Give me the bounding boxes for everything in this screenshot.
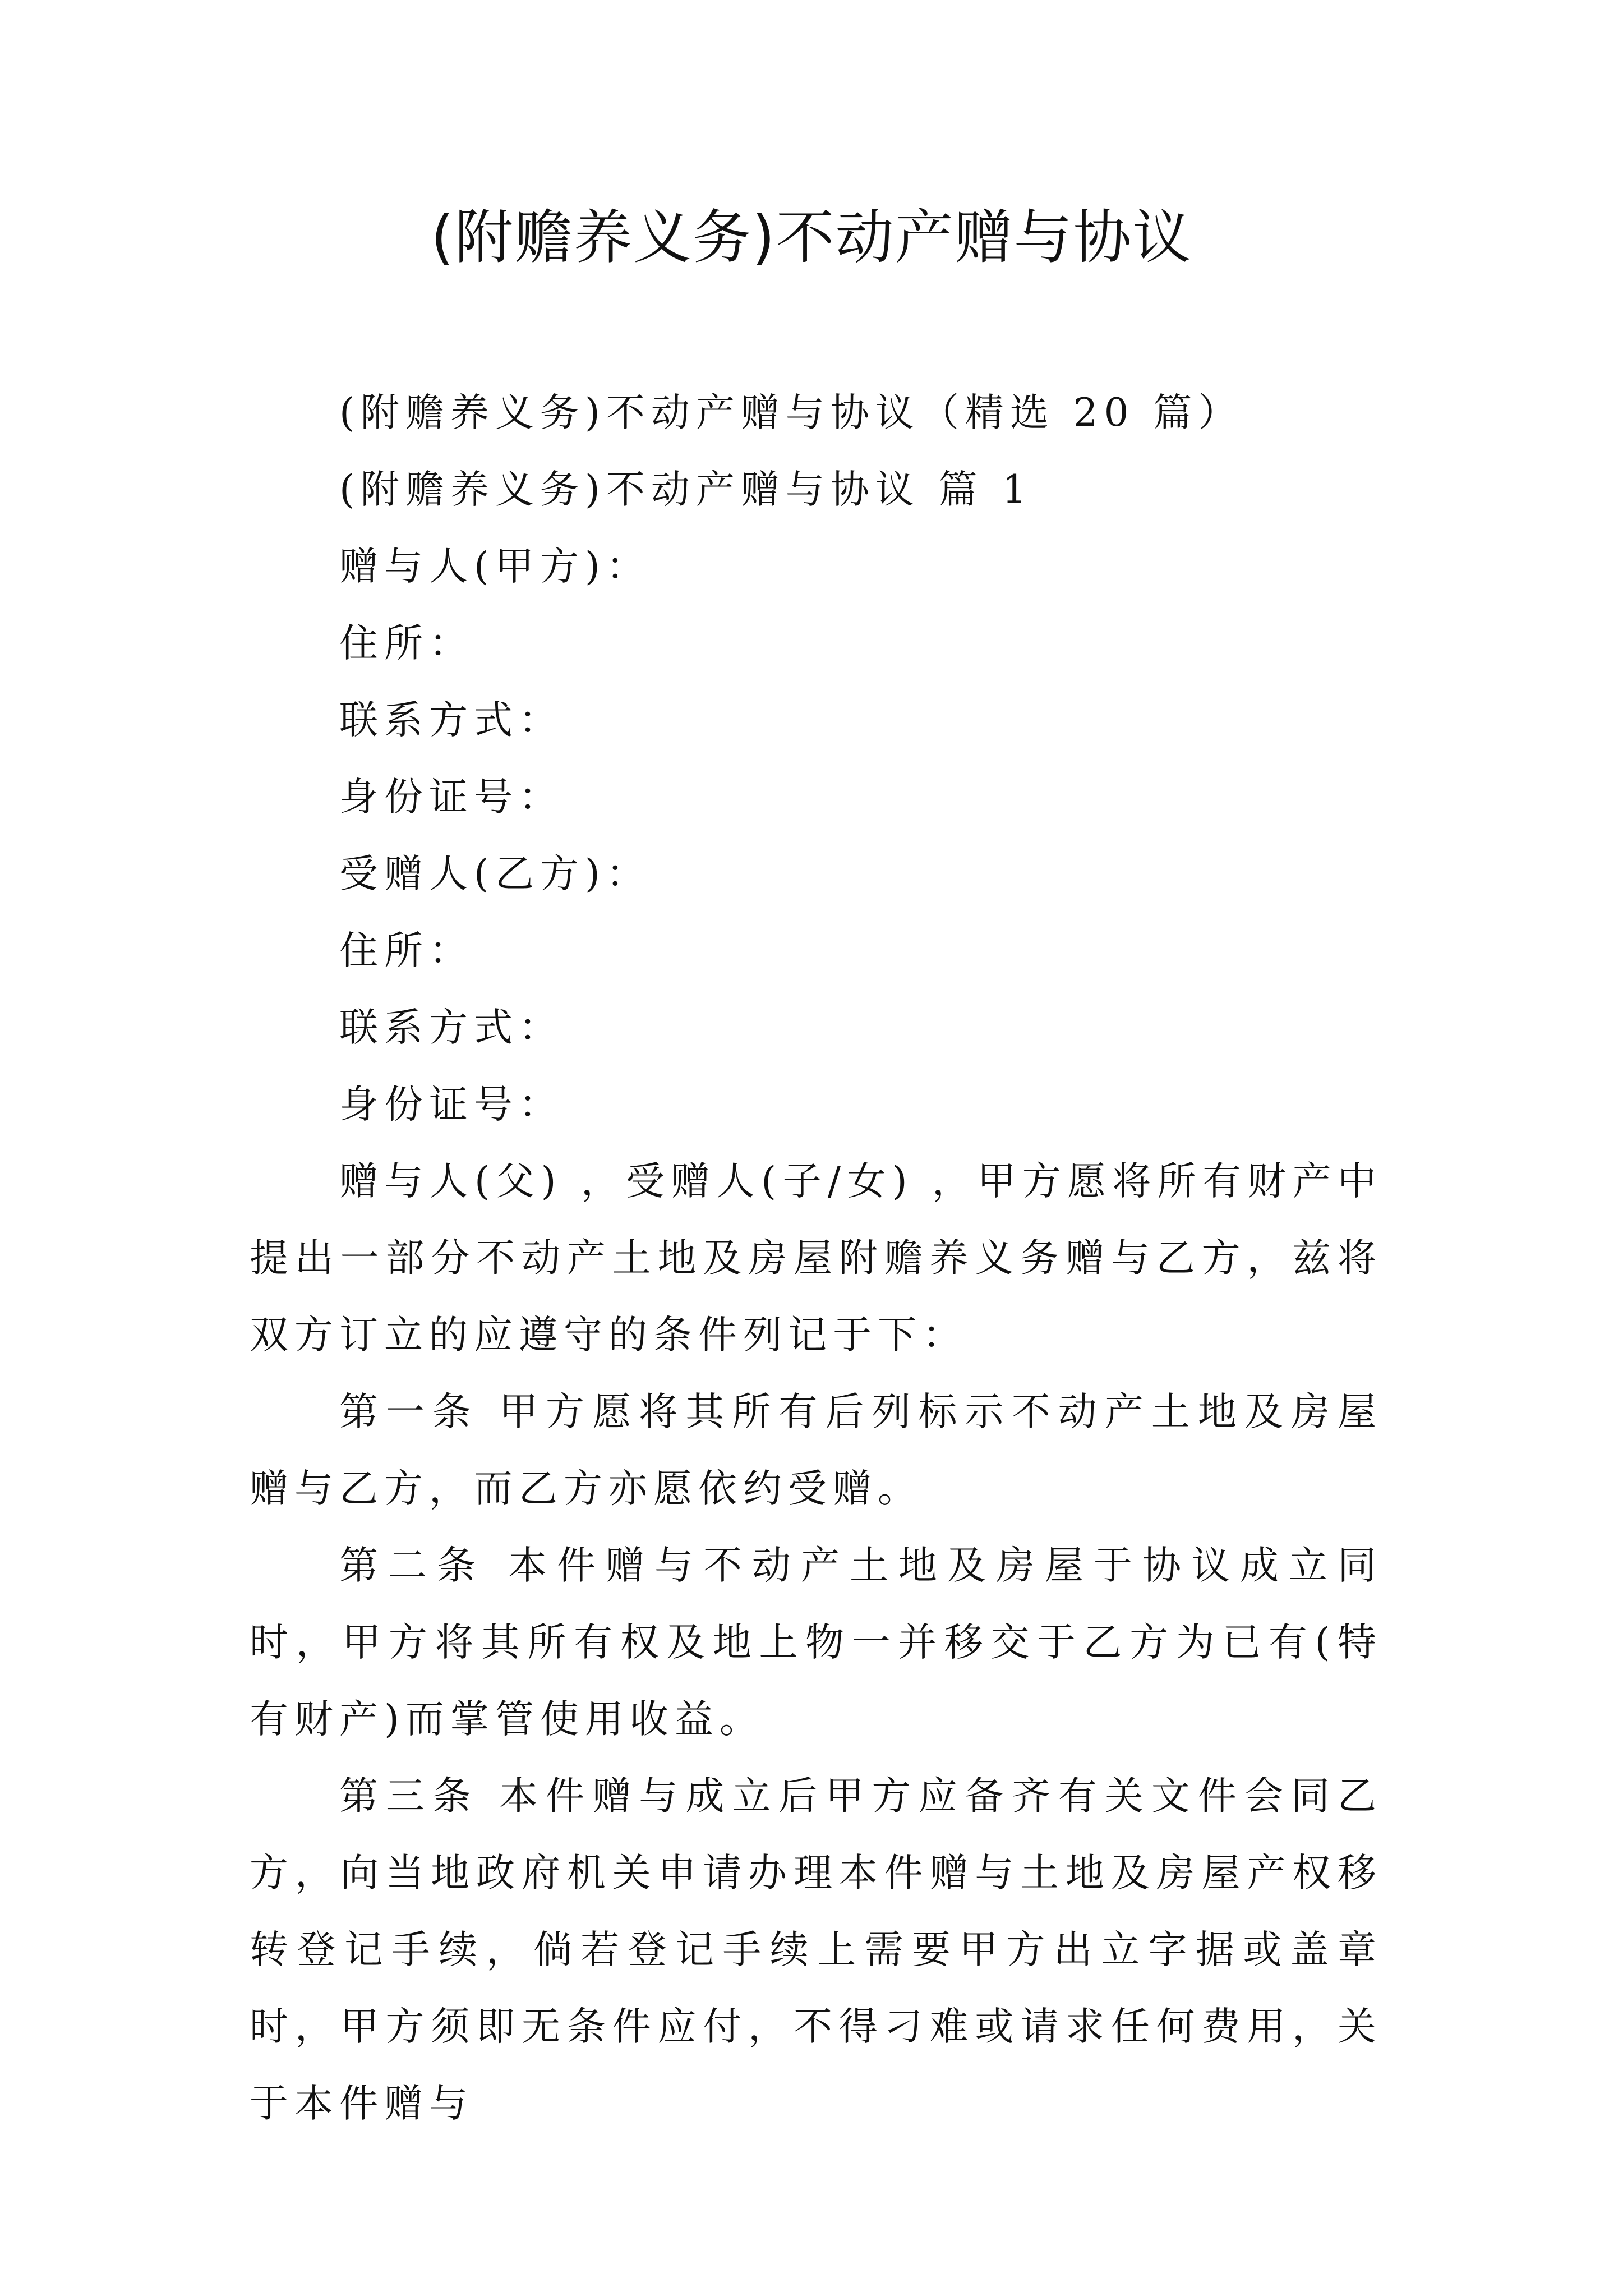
article-3-paragraph: 第三条 本件赠与成立后甲方应备齐有关文件会同乙方，向当地政府机关申请办理本件赠与土地及房屋产权移转登记手续，倘若登记手续上需要甲方出立字据或盖章时，甲方须即无条件应付，不得刁难或请求任何费用，关于本件赠与 bbox=[250, 1774, 1382, 2126]
donee-id-label: 身份证号： bbox=[339, 1082, 564, 1127]
article-2-paragraph: 第二条 本件赠与不动产土地及房屋于协议成立同时，甲方将其所有权及地上物一并移交于乙方为已有(特有财产)而掌管使用收益。 bbox=[250, 1543, 1382, 1742]
document-body bbox=[250, 375, 1382, 2142]
document-subtitle: (附赡养义务)不动产赠与协议（精选 20 篇） bbox=[339, 390, 1243, 435]
agreement-intro-paragraph: 赠与人(父) ，受赠人(子/女) ，甲方愿将所有财产中提出一部分不动产土地及房屋附赡养义务赠与乙方，兹将双方订立的应遵守的条件列记于下： bbox=[250, 1159, 1382, 1358]
donee-address-label: 住所： bbox=[339, 928, 474, 973]
document-title: (附赡养义务)不动产赠与协议 bbox=[431, 203, 1192, 272]
chapter-heading: (附赡养义务)不动产赠与协议 篇 1 bbox=[339, 467, 1033, 512]
donor-id-label: 身份证号： bbox=[339, 775, 564, 820]
donor-contact-label: 联系方式： bbox=[339, 698, 564, 743]
donor-address-label: 住所： bbox=[339, 621, 474, 666]
article-1-paragraph: 第一条 甲方愿将其所有后列标示不动产土地及房屋赠与乙方，而乙方亦愿依约受赠。 bbox=[250, 1389, 1382, 1511]
donor-party-label: 赠与人(甲方)： bbox=[339, 544, 651, 589]
donee-contact-label: 联系方式： bbox=[339, 1005, 564, 1050]
donee-party-label: 受赠人(乙方)： bbox=[339, 852, 651, 896]
